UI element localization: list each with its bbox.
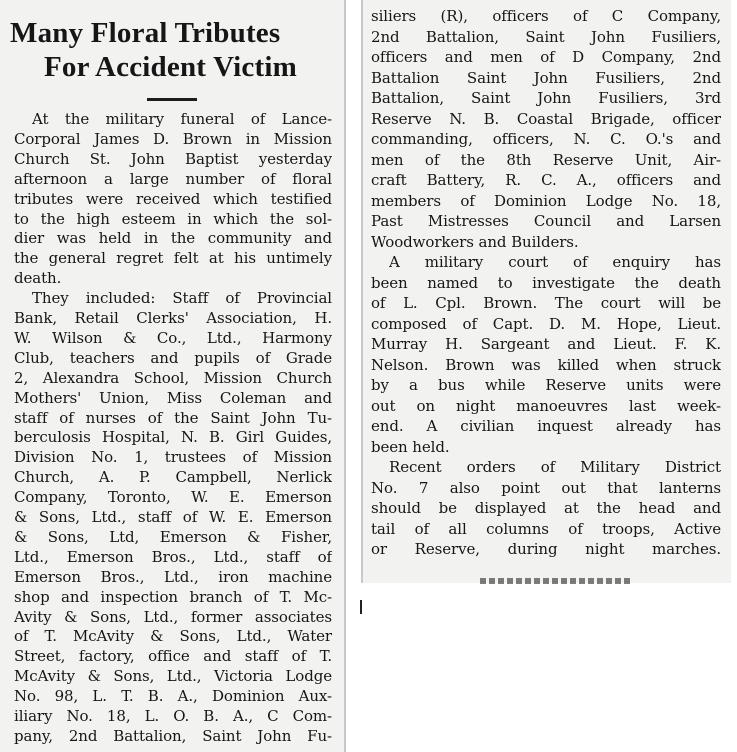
article-line: end. A civilian inquest already has [371,417,721,435]
article-line: Reserve N. B. Coastal Brigade, officer [371,109,721,128]
column-end-rule [480,578,630,584]
article-line: out on night manoeuvres last week- [371,396,721,415]
article-line: men of the 8th Reserve Unit, Air- [371,150,721,169]
article-line: death. [14,269,62,288]
article-line: Church St. John Baptist yesterday [14,149,332,168]
article-line: 2, Alexandra School, Mission Church [14,368,332,387]
article-line: tributes were received which testified [14,189,332,208]
article-line: Church, A. P. Campbell, Nerlick [14,468,332,487]
article-line: Recent orders of Military District [389,458,721,476]
article-line: At the military funeral of Lance- [32,110,332,128]
article-line: & Sons, Ltd, Emerson & Fisher, [14,527,332,546]
headline-line-2: For Accident Victim [44,51,297,83]
article-line: iliary No. 18, L. O. B. A., C Com- [14,707,332,725]
article-line: to the high esteem in which the sol- [14,209,332,228]
article-line: Woodworkers and Builders. [371,232,579,251]
article-line: Battalion, Saint John Fusiliers, 3rd [371,89,721,107]
article-line: Bank, Retail Clerks' Association, H. [14,309,332,327]
article-line: berculosis Hospital, N. B. Girl Guides, [14,428,332,447]
article-line: 2nd Battalion, Saint John Fusiliers, [371,27,721,46]
article-line: shop and inspection branch of T. Mc- [14,587,332,606]
headline-line-1: Many Floral Tributes [10,17,281,49]
article-line: No. 7 also point out that lanterns [371,478,721,497]
article-line: Past Mistresses Council and Larsen [371,212,721,230]
article-line: of L. Cpl. Brown. The court will be [371,294,721,312]
article-line: officers and men of D Company, 2nd [371,48,721,66]
article-line: Murray H. Sargeant and Lieut. F. K. [371,335,721,353]
article-line: They included: Staff of Provincial [32,289,332,308]
article-line: dier was held in the community and [14,229,332,248]
headline-divider [147,98,197,101]
article-line: Avity & Sons, Ltd., former associates [14,607,332,626]
article-line: siliers (R), officers of C Company, [371,7,721,25]
article-line: craft Battery, R. C. A., officers and [371,171,721,189]
article-line: afternoon a large number of floral [14,169,332,188]
scan-mark [360,600,362,614]
article-line: Corporal James D. Brown in Mission [14,129,332,148]
article-column-left [0,0,346,752]
article-line: Division No. 1, trustees of Mission [14,448,332,467]
article-column-right [361,0,731,583]
article-line: Mothers' Union, Miss Coleman and [14,388,332,407]
article-line: composed of Capt. D. M. Hope, Lieut. [371,314,721,333]
article-line: Ltd., Emerson Bros., Ltd., staff of [14,547,332,566]
article-line: Nelson. Brown was killed when struck [371,355,721,374]
article-line: been held. [371,437,450,456]
article-line: Street, factory, office and staff of T. [14,647,332,666]
article-line: tail of all columns of troops, Active [371,519,721,538]
article-line: Battalion Saint John Fusiliers, 2nd [371,68,721,87]
article-line: No. 98, L. T. B. A., Dominion Aux- [14,687,332,706]
article-line: staff of nurses of the Saint John Tu- [14,408,332,427]
article-line: the general regret felt at his untimely [14,249,332,268]
article-line: McAvity & Sons, Ltd., Victoria Lodge [14,667,332,686]
article-line: or Reserve, during night marches. [371,540,721,558]
article-line: by a bus while Reserve units were [371,376,721,394]
article-line: should be displayed at the head and [371,499,721,517]
article-line: A military court of enquiry has [389,253,721,271]
article-line: Company, Toronto, W. E. Emerson [14,488,332,507]
article-line: & Sons, Ltd., staff of W. E. Emerson [14,508,332,526]
article-line: commanding, officers, N. C. O.'s and [371,130,721,148]
article-line: pany, 2nd Battalion, Saint John Fu- [14,726,332,745]
article-line: of T. McAvity & Sons, Ltd., Water [14,627,332,646]
article-line: been named to investigate the death [371,273,721,292]
article-line: Club, teachers and pupils of Grade [14,348,332,367]
article-line: members of Dominion Lodge No. 18, [371,191,721,210]
article-line: W. Wilson & Co., Ltd., Harmony [14,328,332,347]
article-line: Emerson Bros., Ltd., iron machine [14,567,332,586]
